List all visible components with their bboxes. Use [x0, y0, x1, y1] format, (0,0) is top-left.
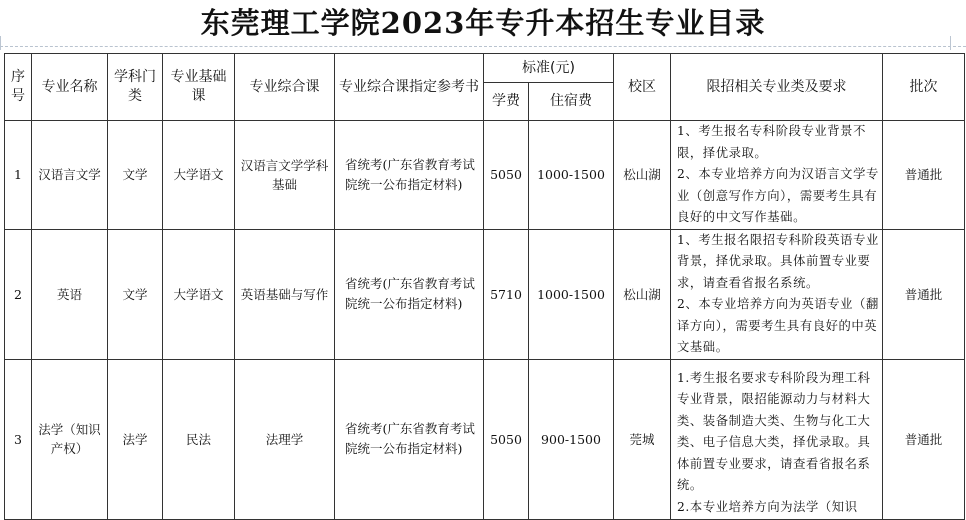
row-basic-course: 大学语文 — [163, 229, 235, 359]
header-requirements: 限招相关专业类及要求 — [671, 54, 883, 121]
row-accommodation: 900-1500 — [529, 359, 614, 519]
table-row — [5, 359, 965, 519]
row-reference-books: 省统考(广东省教育考试院统一公布指定材料) — [335, 359, 484, 519]
requirement-item: 1、考生报名限招专科阶段英语专业背景，择优录取。具体前置专业要求，请查看省报名系统。 — [677, 232, 879, 290]
header-index: 序号 — [5, 54, 32, 121]
row-tuition: 5050 — [484, 121, 529, 230]
page-edge-marker-left — [0, 36, 1, 50]
row-major: 法学（知识产权） — [32, 359, 108, 519]
header-comprehensive-course: 专业综合课 — [235, 54, 335, 121]
header-basic-course: 专业基础课 — [163, 54, 235, 121]
table-row — [5, 229, 965, 359]
header-major: 专业名称 — [32, 54, 108, 121]
row-comprehensive-course: 汉语言文学学科基础 — [235, 121, 335, 230]
header-standard: 标准(元) — [484, 54, 614, 83]
header-reference-books: 专业综合课指定参考书 — [335, 54, 484, 121]
row-campus: 松山湖 — [614, 121, 671, 230]
header-category: 学科门类 — [108, 54, 163, 121]
enrollment-table — [4, 53, 965, 520]
row-campus: 莞城 — [614, 359, 671, 519]
row-reference-books: 省统考(广东省教育考试院统一公布指定材料) — [335, 121, 484, 230]
row-basic-course: 大学语文 — [163, 121, 235, 230]
row-accommodation: 1000-1500 — [529, 229, 614, 359]
row-basic-course: 民法 — [163, 359, 235, 519]
row-accommodation: 1000-1500 — [529, 121, 614, 230]
row-requirements — [671, 359, 883, 519]
row-batch: 普通批 — [883, 359, 965, 519]
row-category: 文学 — [108, 121, 163, 230]
page-edge-marker-right — [950, 36, 951, 50]
row-reference-books: 省统考(广东省教育考试院统一公布指定材料) — [335, 229, 484, 359]
page-title: 东莞理工学院2023年专升本招生专业目录 — [200, 6, 766, 40]
row-category: 法学 — [108, 359, 163, 519]
row-requirements — [671, 229, 883, 359]
row-major: 英语 — [32, 229, 108, 359]
row-tuition: 5710 — [484, 229, 529, 359]
row-batch: 普通批 — [883, 121, 965, 230]
header-campus: 校区 — [614, 54, 671, 121]
row-comprehensive-course: 英语基础与写作 — [235, 229, 335, 359]
row-index: 2 — [5, 229, 32, 359]
table-row — [5, 121, 965, 230]
header-batch: 批次 — [883, 54, 965, 121]
row-campus: 松山湖 — [614, 229, 671, 359]
row-comprehensive-course: 法理学 — [235, 359, 335, 519]
requirement-item: 1.考生报名要求专科阶段为理工科专业背景，限招能源动力与材料大类、装备制造大类、生物与化工大类、电子信息大类，择优录取。具体前置专业要求，请查看省报名系统。 — [677, 370, 871, 492]
requirement-item: 2.本专业培养方向为法学（知识 — [677, 499, 858, 514]
row-index: 1 — [5, 121, 32, 230]
row-requirements — [671, 121, 883, 230]
requirement-item: 1、考生报名专科阶段专业背景不限，择优录取。 — [677, 124, 866, 160]
row-batch: 普通批 — [883, 229, 965, 359]
row-major: 汉语言文学 — [32, 121, 108, 230]
requirement-item: 2、本专业培养方向为汉语言文学专业（创意写作方向），需要考生具有良好的中文写作基础。 — [677, 167, 879, 224]
row-index: 3 — [5, 359, 32, 519]
header-accommodation: 住宿费 — [529, 83, 614, 121]
title-divider — [0, 46, 966, 47]
requirement-item: 2、本专业培养方向为英语专业（翻译方向），需要考生具有良好的中英文基础。 — [677, 297, 879, 354]
row-category: 文学 — [108, 229, 163, 359]
row-tuition: 5050 — [484, 359, 529, 519]
header-tuition: 学费 — [484, 83, 529, 121]
